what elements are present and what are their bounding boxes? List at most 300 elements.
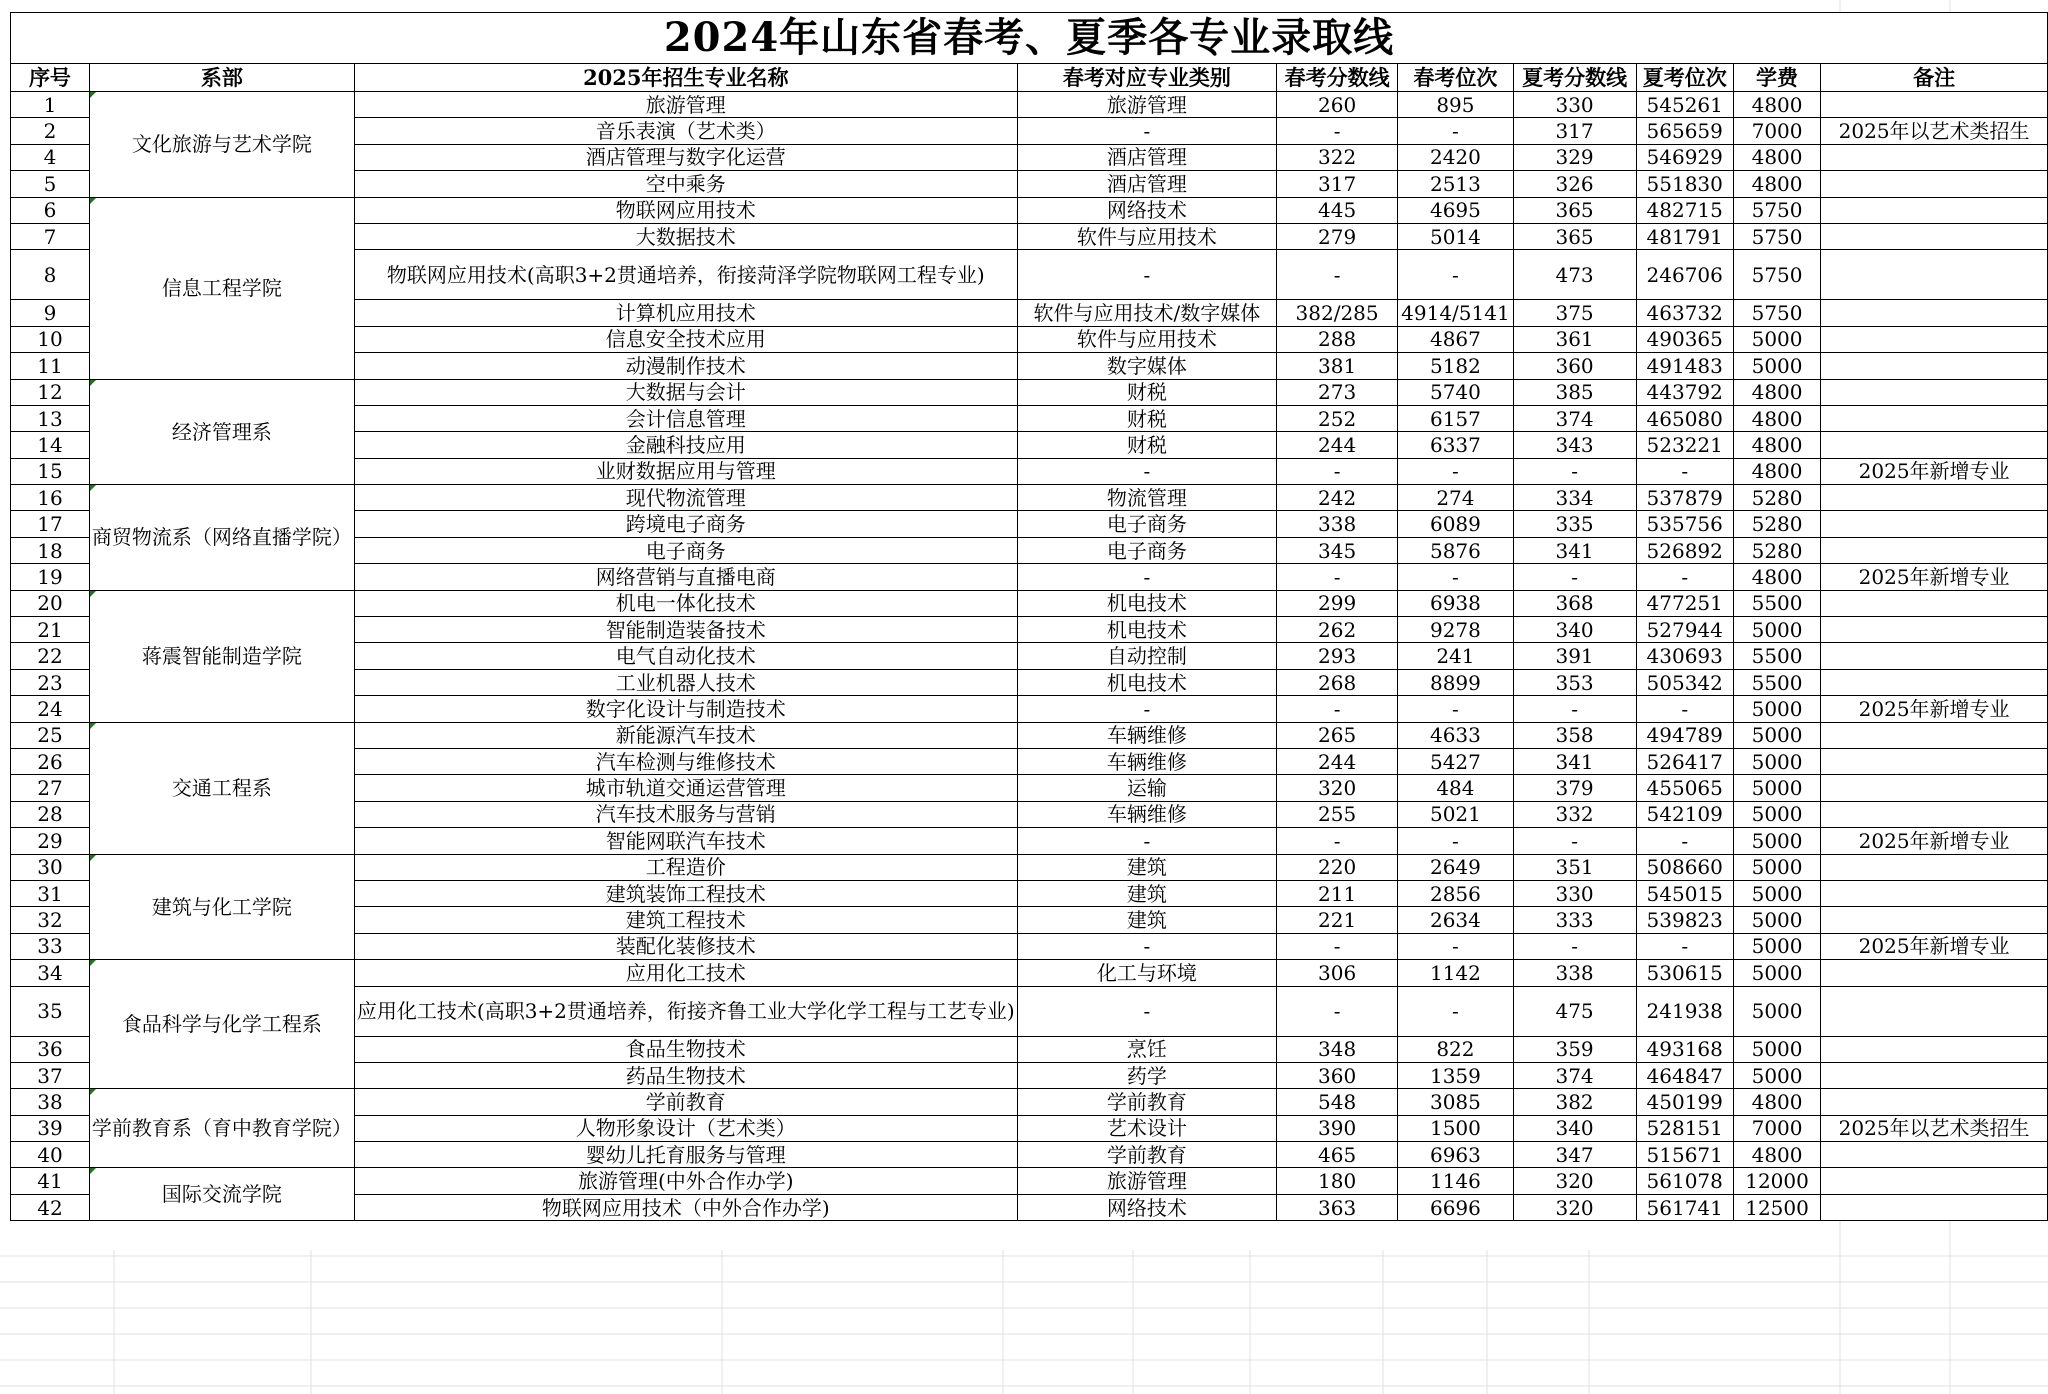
- cell-summer-score: 475: [1513, 986, 1636, 1036]
- cell-spring-category: 酒店管理: [1017, 144, 1276, 170]
- cell-note: [1821, 669, 2048, 695]
- cell-summer-score: 335: [1513, 511, 1636, 537]
- cell-spring-rank: 895: [1398, 92, 1513, 118]
- cell-spring-category: 烹饪: [1017, 1036, 1276, 1062]
- cell-spring-score: 548: [1277, 1089, 1398, 1115]
- cell-tuition: 5750: [1733, 300, 1820, 326]
- cell-summer-score: 343: [1513, 432, 1636, 458]
- cell-spring-rank: 5182: [1398, 353, 1513, 379]
- cell-tuition: 5750: [1733, 197, 1820, 223]
- cell-summer-rank: 455065: [1636, 775, 1733, 801]
- cell-spring-score: 242: [1277, 485, 1398, 511]
- cell-spring-rank: 6337: [1398, 432, 1513, 458]
- cell-spring-category: 软件与应用技术: [1017, 223, 1276, 249]
- cell-spring-score: 338: [1277, 511, 1398, 537]
- cell-spring-category: -: [1017, 250, 1276, 300]
- cell-spring-category: 电子商务: [1017, 511, 1276, 537]
- cell-summer-score: 317: [1513, 118, 1636, 144]
- cell-note: [1821, 379, 2048, 405]
- cell-summer-rank: 490365: [1636, 326, 1733, 352]
- cell-summer-rank: 537879: [1636, 485, 1733, 511]
- cell-no: 20: [11, 590, 90, 616]
- cell-note: [1821, 250, 2048, 300]
- cell-spring-score: 363: [1277, 1194, 1398, 1220]
- cell-major: 网络营销与直播电商: [354, 564, 1017, 590]
- cell-summer-rank: -: [1636, 458, 1733, 484]
- header-row: [11, 64, 2048, 92]
- header-no: 序号: [11, 64, 90, 92]
- table-row: [11, 379, 2048, 405]
- cell-major: 汽车检测与维修技术: [354, 748, 1017, 774]
- cell-spring-rank: -: [1398, 564, 1513, 590]
- cell-summer-rank: -: [1636, 933, 1733, 959]
- cell-note: [1821, 880, 2048, 906]
- cell-tuition: 5000: [1733, 933, 1820, 959]
- cell-note: [1821, 223, 2048, 249]
- cell-no: 39: [11, 1115, 90, 1141]
- cell-tuition: 4800: [1733, 92, 1820, 118]
- cell-spring-rank: 1359: [1398, 1062, 1513, 1088]
- cell-spring-score: -: [1277, 696, 1398, 722]
- cell-note: [1821, 144, 2048, 170]
- cell-spring-category: 建筑: [1017, 907, 1276, 933]
- cell-major: 智能网联汽车技术: [354, 828, 1017, 854]
- cell-spring-rank: 4695: [1398, 197, 1513, 223]
- department-cell: 蒋震智能制造学院: [89, 590, 354, 722]
- cell-tuition: 5000: [1733, 326, 1820, 352]
- table-row: [11, 722, 2048, 748]
- table-row: [11, 197, 2048, 223]
- header-summer-rank: 夏考位次: [1636, 64, 1733, 92]
- cell-spring-score: 262: [1277, 617, 1398, 643]
- cell-summer-score: 326: [1513, 171, 1636, 197]
- cell-spring-category: 化工与环境: [1017, 960, 1276, 986]
- cell-summer-score: 374: [1513, 405, 1636, 431]
- cell-summer-rank: 491483: [1636, 353, 1733, 379]
- cell-note: [1821, 92, 2048, 118]
- cell-spring-rank: -: [1398, 458, 1513, 484]
- cell-no: 27: [11, 775, 90, 801]
- cell-summer-score: 341: [1513, 748, 1636, 774]
- cell-spring-rank: -: [1398, 828, 1513, 854]
- cell-note: [1821, 1089, 2048, 1115]
- cell-note: 2025年以艺术类招生: [1821, 1115, 2048, 1141]
- cell-tuition: 5280: [1733, 511, 1820, 537]
- cell-major: 婴幼儿托育服务与管理: [354, 1142, 1017, 1168]
- cell-summer-score: 330: [1513, 92, 1636, 118]
- cell-summer-score: 332: [1513, 801, 1636, 827]
- cell-spring-category: 物流管理: [1017, 485, 1276, 511]
- header-tuition: 学费: [1733, 64, 1820, 92]
- cell-spring-category: -: [1017, 458, 1276, 484]
- cell-summer-rank: -: [1636, 564, 1733, 590]
- cell-no: 6: [11, 197, 90, 223]
- cell-summer-rank: 430693: [1636, 643, 1733, 669]
- cell-spring-category: 机电技术: [1017, 617, 1276, 643]
- cell-tuition: 5000: [1733, 1062, 1820, 1088]
- cell-spring-score: -: [1277, 933, 1398, 959]
- cell-tuition: 4800: [1733, 405, 1820, 431]
- table-body: [11, 92, 2048, 1221]
- cell-major: 机电一体化技术: [354, 590, 1017, 616]
- cell-summer-score: 334: [1513, 485, 1636, 511]
- cell-major: 会计信息管理: [354, 405, 1017, 431]
- cell-tuition: 4800: [1733, 144, 1820, 170]
- cell-summer-score: 330: [1513, 880, 1636, 906]
- cell-tuition: 12000: [1733, 1168, 1820, 1194]
- cell-summer-score: 391: [1513, 643, 1636, 669]
- cell-spring-category: 药学: [1017, 1062, 1276, 1088]
- cell-tuition: 5000: [1733, 880, 1820, 906]
- cell-spring-score: 211: [1277, 880, 1398, 906]
- cell-major: 工程造价: [354, 854, 1017, 880]
- header-department: 系部: [89, 64, 354, 92]
- cell-no: 25: [11, 722, 90, 748]
- cell-major: 应用化工技术: [354, 960, 1017, 986]
- cell-no: 22: [11, 643, 90, 669]
- cell-no: 16: [11, 485, 90, 511]
- table-row: [11, 854, 2048, 880]
- cell-spring-category: 网络技术: [1017, 197, 1276, 223]
- cell-major: 学前教育: [354, 1089, 1017, 1115]
- cell-summer-rank: 551830: [1636, 171, 1733, 197]
- cell-spring-category: 自动控制: [1017, 643, 1276, 669]
- cell-summer-rank: -: [1636, 828, 1733, 854]
- cell-major: 数字化设计与制造技术: [354, 696, 1017, 722]
- cell-summer-rank: 443792: [1636, 379, 1733, 405]
- cell-summer-rank: 527944: [1636, 617, 1733, 643]
- cell-summer-score: 329: [1513, 144, 1636, 170]
- cell-note: [1821, 590, 2048, 616]
- cell-note: 2025年以艺术类招生: [1821, 118, 2048, 144]
- cell-summer-rank: 515671: [1636, 1142, 1733, 1168]
- cell-no: 5: [11, 171, 90, 197]
- cell-spring-rank: 6089: [1398, 511, 1513, 537]
- cell-summer-rank: 523221: [1636, 432, 1733, 458]
- cell-note: [1821, 907, 2048, 933]
- cell-major: 物联网应用技术（中外合作办学): [354, 1194, 1017, 1220]
- cell-spring-rank: 2649: [1398, 854, 1513, 880]
- cell-note: [1821, 986, 2048, 1036]
- cell-spring-category: -: [1017, 564, 1276, 590]
- cell-spring-score: 260: [1277, 92, 1398, 118]
- table-row: [11, 590, 2048, 616]
- cell-tuition: 5750: [1733, 250, 1820, 300]
- cell-no: 4: [11, 144, 90, 170]
- cell-no: 17: [11, 511, 90, 537]
- cell-spring-score: 348: [1277, 1036, 1398, 1062]
- cell-spring-score: 465: [1277, 1142, 1398, 1168]
- cell-tuition: 5000: [1733, 748, 1820, 774]
- cell-note: 2025年新增专业: [1821, 828, 2048, 854]
- cell-note: [1821, 432, 2048, 458]
- cell-tuition: 5000: [1733, 801, 1820, 827]
- cell-no: 15: [11, 458, 90, 484]
- cell-spring-score: 288: [1277, 326, 1398, 352]
- cell-spring-rank: 4867: [1398, 326, 1513, 352]
- cell-note: [1821, 775, 2048, 801]
- cell-summer-score: -: [1513, 564, 1636, 590]
- cell-note: [1821, 722, 2048, 748]
- cell-summer-score: 340: [1513, 617, 1636, 643]
- cell-note: [1821, 353, 2048, 379]
- department-cell: 国际交流学院: [89, 1168, 354, 1221]
- cell-spring-score: 273: [1277, 379, 1398, 405]
- cell-summer-rank: 482715: [1636, 197, 1733, 223]
- cell-note: 2025年新增专业: [1821, 933, 2048, 959]
- cell-major: 药品生物技术: [354, 1062, 1017, 1088]
- cell-spring-rank: -: [1398, 986, 1513, 1036]
- cell-summer-rank: 493168: [1636, 1036, 1733, 1062]
- cell-spring-rank: 6157: [1398, 405, 1513, 431]
- cell-major: 计算机应用技术: [354, 300, 1017, 326]
- cell-spring-rank: 1146: [1398, 1168, 1513, 1194]
- cell-summer-score: -: [1513, 458, 1636, 484]
- cell-spring-score: 252: [1277, 405, 1398, 431]
- cell-no: 1: [11, 92, 90, 118]
- cell-summer-score: 333: [1513, 907, 1636, 933]
- cell-major: 城市轨道交通运营管理: [354, 775, 1017, 801]
- cell-tuition: 5000: [1733, 960, 1820, 986]
- cell-summer-score: -: [1513, 828, 1636, 854]
- cell-spring-rank: 484: [1398, 775, 1513, 801]
- cell-spring-category: 车辆维修: [1017, 748, 1276, 774]
- cell-summer-score: 385: [1513, 379, 1636, 405]
- cell-spring-category: -: [1017, 696, 1276, 722]
- cell-summer-rank: 539823: [1636, 907, 1733, 933]
- cell-major: 动漫制作技术: [354, 353, 1017, 379]
- cell-summer-rank: 561741: [1636, 1194, 1733, 1220]
- cell-major: 食品生物技术: [354, 1036, 1017, 1062]
- page-title: 2024年山东省春考、夏季各专业录取线: [11, 13, 2048, 64]
- department-cell: 食品科学与化学工程系: [89, 960, 354, 1089]
- cell-summer-score: 375: [1513, 300, 1636, 326]
- cell-spring-rank: 2856: [1398, 880, 1513, 906]
- cell-summer-score: 347: [1513, 1142, 1636, 1168]
- cell-note: [1821, 643, 2048, 669]
- cell-spring-score: 180: [1277, 1168, 1398, 1194]
- cell-note: [1821, 1036, 2048, 1062]
- cell-summer-score: 379: [1513, 775, 1636, 801]
- cell-no: 26: [11, 748, 90, 774]
- cell-summer-rank: 241938: [1636, 986, 1733, 1036]
- cell-spring-score: 255: [1277, 801, 1398, 827]
- cell-spring-rank: 4914/5141: [1398, 300, 1513, 326]
- cell-note: [1821, 854, 2048, 880]
- cell-note: [1821, 197, 2048, 223]
- cell-spring-score: 244: [1277, 432, 1398, 458]
- cell-note: 2025年新增专业: [1821, 564, 2048, 590]
- cell-major: 大数据与会计: [354, 379, 1017, 405]
- cell-tuition: 4800: [1733, 171, 1820, 197]
- cell-spring-category: 数字媒体: [1017, 353, 1276, 379]
- cell-note: [1821, 1194, 2048, 1220]
- cell-major: 业财数据应用与管理: [354, 458, 1017, 484]
- cell-spring-score: 279: [1277, 223, 1398, 249]
- cell-note: [1821, 300, 2048, 326]
- cell-tuition: 5000: [1733, 986, 1820, 1036]
- cell-spring-score: 360: [1277, 1062, 1398, 1088]
- cell-tuition: 5500: [1733, 590, 1820, 616]
- department-cell: 商贸物流系（网络直播学院）: [89, 485, 354, 591]
- cell-spring-category: 财税: [1017, 405, 1276, 431]
- cell-spring-rank: 4633: [1398, 722, 1513, 748]
- cell-tuition: 4800: [1733, 432, 1820, 458]
- cell-note: [1821, 537, 2048, 563]
- cell-spring-category: -: [1017, 986, 1276, 1036]
- cell-tuition: 4800: [1733, 1142, 1820, 1168]
- table-row: [11, 1168, 2048, 1194]
- cell-spring-category: 建筑: [1017, 880, 1276, 906]
- cell-summer-score: 340: [1513, 1115, 1636, 1141]
- cell-summer-score: -: [1513, 933, 1636, 959]
- cell-summer-score: 359: [1513, 1036, 1636, 1062]
- cell-major: 信息安全技术应用: [354, 326, 1017, 352]
- cell-summer-rank: -: [1636, 696, 1733, 722]
- cell-tuition: 5280: [1733, 537, 1820, 563]
- cell-major: 智能制造装备技术: [354, 617, 1017, 643]
- cell-major: 酒店管理与数字化运营: [354, 144, 1017, 170]
- cell-spring-score: 265: [1277, 722, 1398, 748]
- cell-tuition: 5000: [1733, 617, 1820, 643]
- cell-spring-rank: 6696: [1398, 1194, 1513, 1220]
- cell-tuition: 5000: [1733, 828, 1820, 854]
- cell-note: [1821, 485, 2048, 511]
- cell-spring-score: 320: [1277, 775, 1398, 801]
- cell-summer-rank: 450199: [1636, 1089, 1733, 1115]
- admission-score-table: [10, 12, 2048, 1221]
- cell-spring-score: 299: [1277, 590, 1398, 616]
- cell-tuition: 4800: [1733, 458, 1820, 484]
- cell-summer-score: -: [1513, 696, 1636, 722]
- cell-summer-score: 368: [1513, 590, 1636, 616]
- cell-summer-rank: 465080: [1636, 405, 1733, 431]
- cell-major: 工业机器人技术: [354, 669, 1017, 695]
- cell-spring-score: -: [1277, 828, 1398, 854]
- cell-summer-rank: 535756: [1636, 511, 1733, 537]
- cell-spring-category: 艺术设计: [1017, 1115, 1276, 1141]
- cell-major: 物联网应用技术(高职3+2贯通培养，衔接菏泽学院物联网工程专业): [354, 250, 1017, 300]
- cell-spring-rank: 5021: [1398, 801, 1513, 827]
- cell-no: 34: [11, 960, 90, 986]
- cell-tuition: 5280: [1733, 485, 1820, 511]
- cell-spring-category: -: [1017, 828, 1276, 854]
- cell-summer-rank: 246706: [1636, 250, 1733, 300]
- cell-spring-category: 酒店管理: [1017, 171, 1276, 197]
- cell-summer-score: 341: [1513, 537, 1636, 563]
- cell-note: [1821, 617, 2048, 643]
- cell-spring-score: 382/285: [1277, 300, 1398, 326]
- cell-tuition: 5000: [1733, 722, 1820, 748]
- department-cell: 文化旅游与艺术学院: [89, 92, 354, 198]
- cell-summer-score: 320: [1513, 1194, 1636, 1220]
- cell-tuition: 5500: [1733, 669, 1820, 695]
- cell-summer-score: 365: [1513, 197, 1636, 223]
- cell-spring-category: 网络技术: [1017, 1194, 1276, 1220]
- cell-summer-rank: 526892: [1636, 537, 1733, 563]
- cell-major: 应用化工技术(高职3+2贯通培养，衔接齐鲁工业大学化学工程与工艺专业): [354, 986, 1017, 1036]
- cell-major: 电子商务: [354, 537, 1017, 563]
- cell-no: 7: [11, 223, 90, 249]
- cell-summer-rank: 542109: [1636, 801, 1733, 827]
- cell-spring-score: 445: [1277, 197, 1398, 223]
- cell-tuition: 5000: [1733, 907, 1820, 933]
- cell-note: [1821, 1168, 2048, 1194]
- cell-spring-score: -: [1277, 250, 1398, 300]
- cell-major: 装配化装修技术: [354, 933, 1017, 959]
- cell-spring-category: 软件与应用技术/数字媒体: [1017, 300, 1276, 326]
- cell-spring-score: -: [1277, 986, 1398, 1036]
- cell-spring-rank: 2420: [1398, 144, 1513, 170]
- cell-summer-rank: 528151: [1636, 1115, 1733, 1141]
- cell-summer-score: 382: [1513, 1089, 1636, 1115]
- cell-spring-category: 电子商务: [1017, 537, 1276, 563]
- cell-spring-score: 317: [1277, 171, 1398, 197]
- cell-spring-score: 306: [1277, 960, 1398, 986]
- table-row: [11, 1089, 2048, 1115]
- cell-no: 9: [11, 300, 90, 326]
- cell-note: [1821, 1062, 2048, 1088]
- cell-no: 32: [11, 907, 90, 933]
- cell-spring-rank: 5740: [1398, 379, 1513, 405]
- cell-spring-category: 建筑: [1017, 854, 1276, 880]
- cell-spring-score: 221: [1277, 907, 1398, 933]
- cell-major: 跨境电子商务: [354, 511, 1017, 537]
- cell-major: 大数据技术: [354, 223, 1017, 249]
- cell-no: 35: [11, 986, 90, 1036]
- cell-major: 汽车技术服务与营销: [354, 801, 1017, 827]
- cell-no: 2: [11, 118, 90, 144]
- cell-note: [1821, 511, 2048, 537]
- department-cell: 交通工程系: [89, 722, 354, 854]
- cell-no: 18: [11, 537, 90, 563]
- cell-summer-rank: 494789: [1636, 722, 1733, 748]
- cell-summer-rank: 481791: [1636, 223, 1733, 249]
- table-row: [11, 960, 2048, 986]
- cell-spring-score: -: [1277, 118, 1398, 144]
- cell-spring-score: 244: [1277, 748, 1398, 774]
- cell-spring-rank: 3085: [1398, 1089, 1513, 1115]
- cell-spring-rank: 6938: [1398, 590, 1513, 616]
- cell-spring-rank: 2634: [1398, 907, 1513, 933]
- cell-note: [1821, 801, 2048, 827]
- cell-note: [1821, 1142, 2048, 1168]
- cell-summer-score: 473: [1513, 250, 1636, 300]
- cell-spring-rank: 822: [1398, 1036, 1513, 1062]
- table-row: [11, 485, 2048, 511]
- cell-note: [1821, 748, 2048, 774]
- cell-major: 空中乘务: [354, 171, 1017, 197]
- cell-spring-rank: 9278: [1398, 617, 1513, 643]
- cell-spring-category: 车辆维修: [1017, 801, 1276, 827]
- cell-spring-category: 财税: [1017, 379, 1276, 405]
- header-spring-score: 春考分数线: [1277, 64, 1398, 92]
- cell-spring-rank: 5014: [1398, 223, 1513, 249]
- cell-tuition: 5000: [1733, 775, 1820, 801]
- cell-summer-rank: 545261: [1636, 92, 1733, 118]
- cell-no: 33: [11, 933, 90, 959]
- cell-tuition: 5000: [1733, 696, 1820, 722]
- cell-spring-score: 322: [1277, 144, 1398, 170]
- cell-no: 29: [11, 828, 90, 854]
- cell-no: 19: [11, 564, 90, 590]
- cell-spring-rank: -: [1398, 696, 1513, 722]
- cell-major: 旅游管理(中外合作办学): [354, 1168, 1017, 1194]
- cell-summer-score: 351: [1513, 854, 1636, 880]
- cell-no: 37: [11, 1062, 90, 1088]
- cell-no: 42: [11, 1194, 90, 1220]
- cell-spring-rank: 241: [1398, 643, 1513, 669]
